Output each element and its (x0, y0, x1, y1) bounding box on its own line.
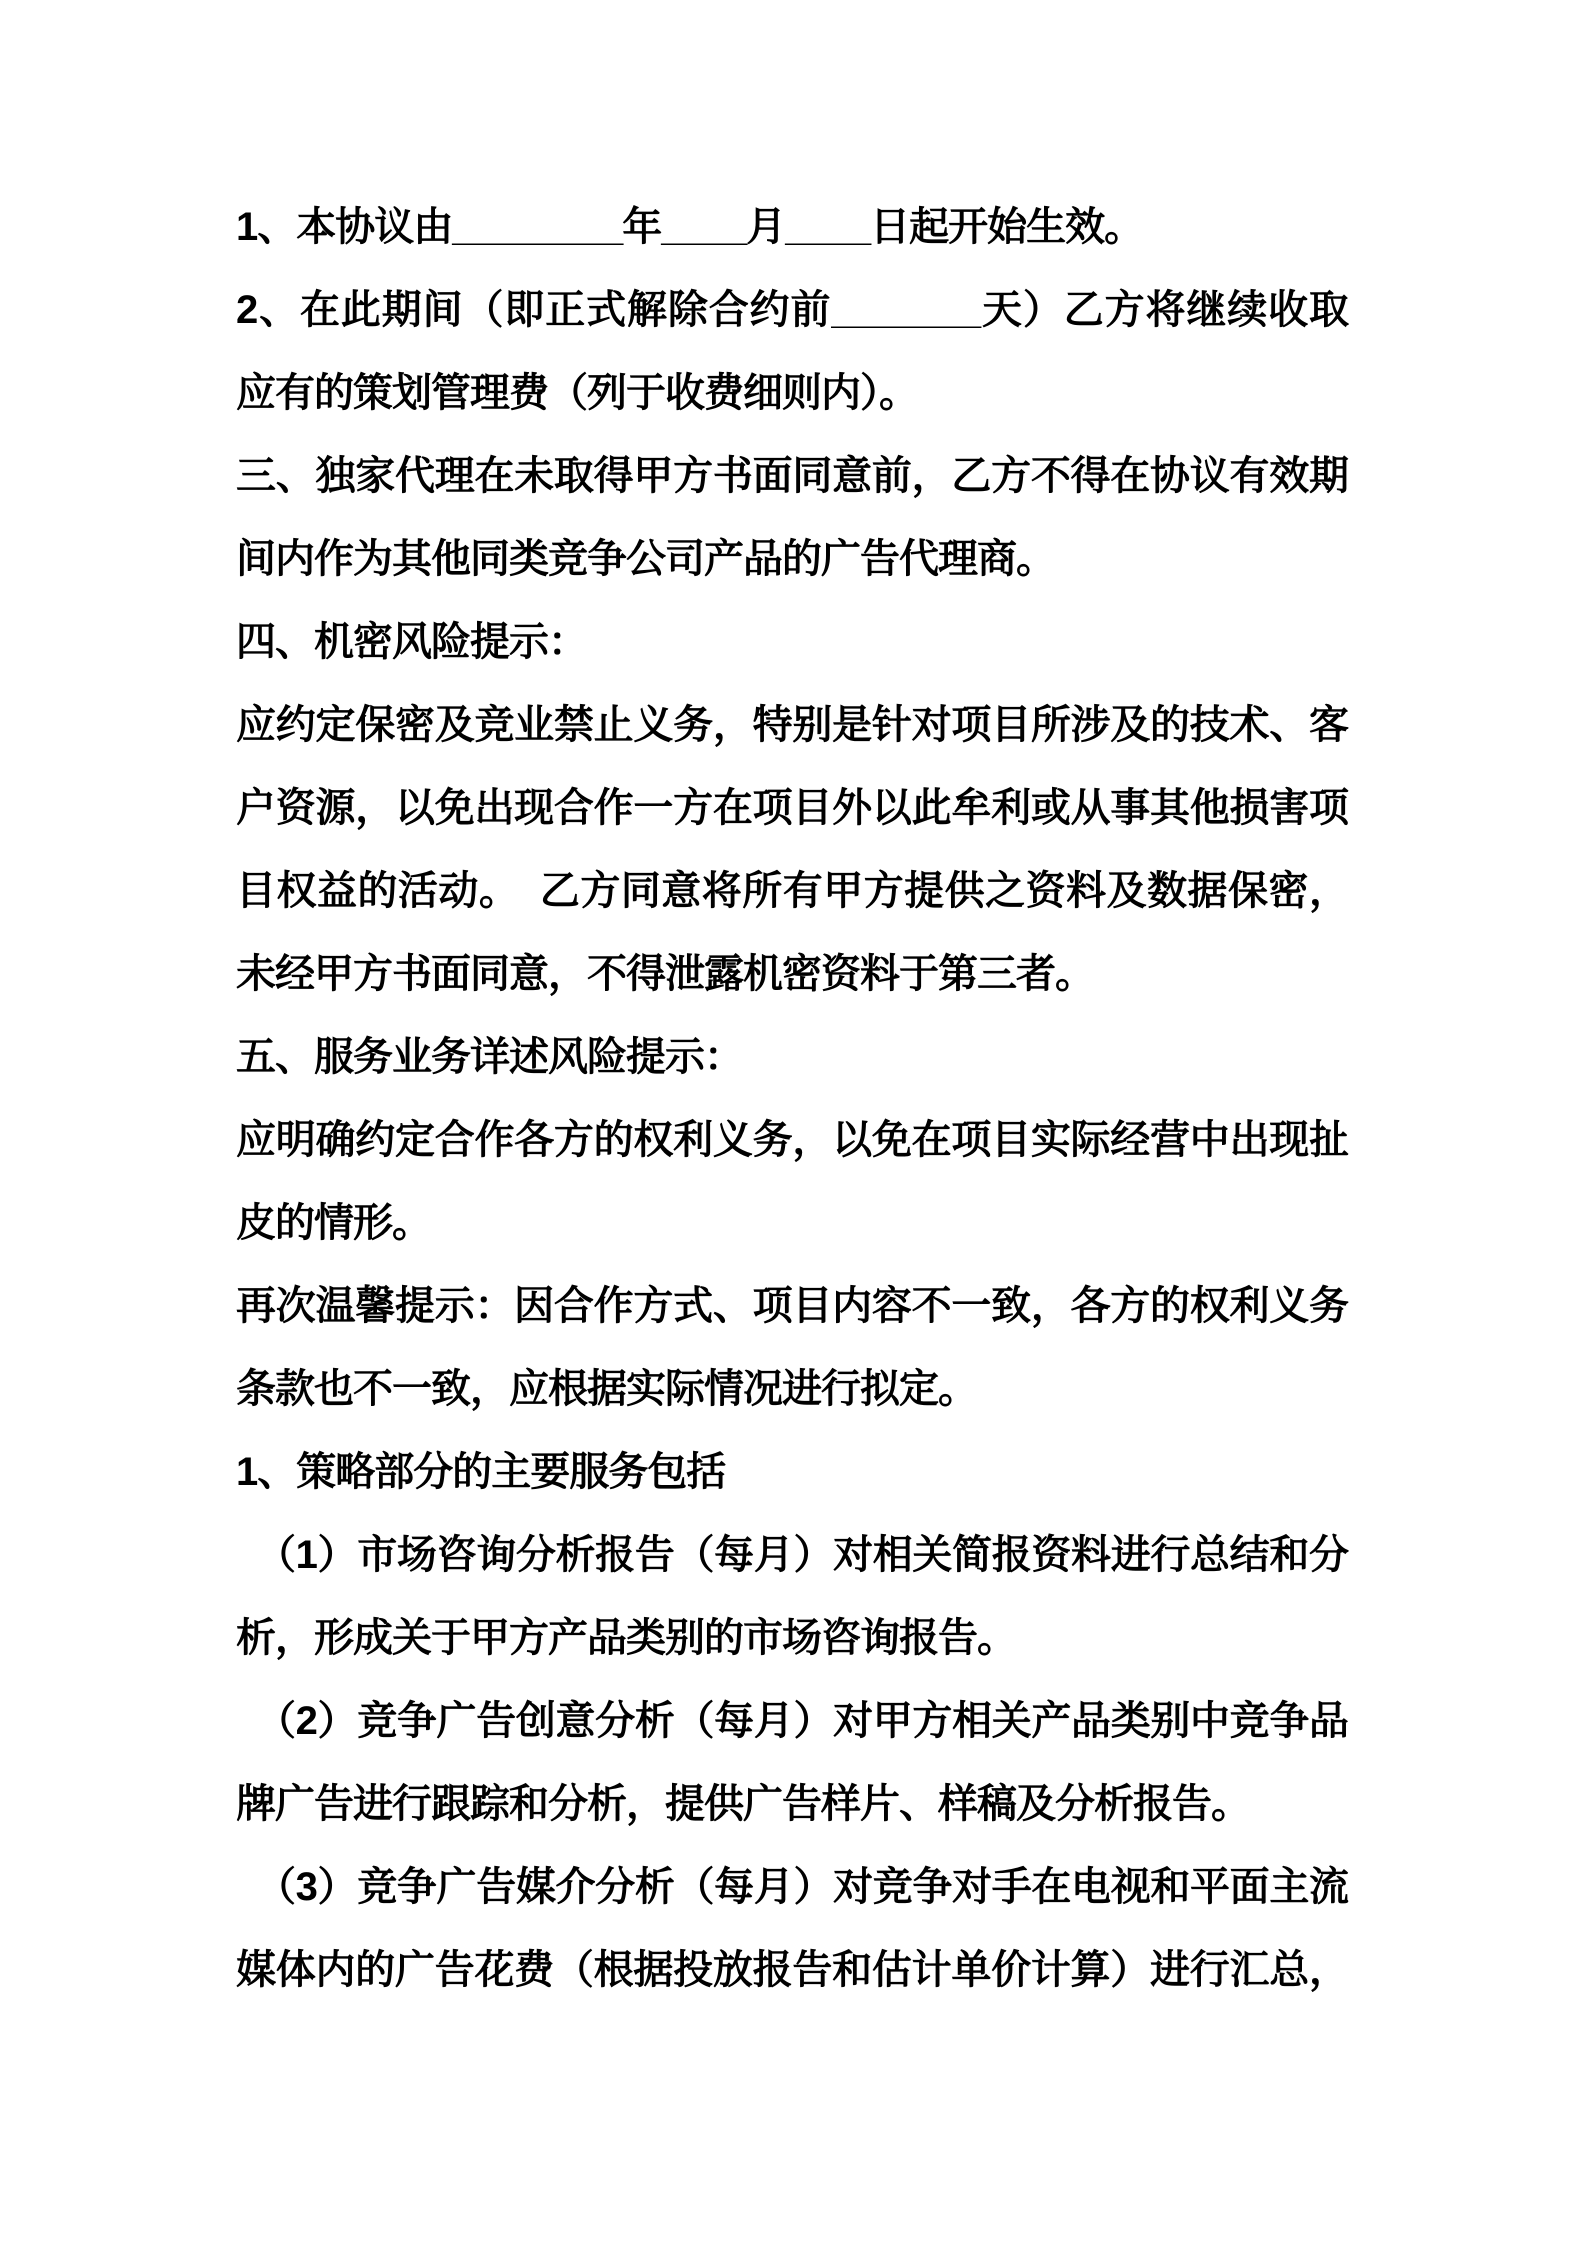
text-line: （3）竞争广告媒介分析（每月）对竞争对手在电视和平面主流 (256, 1865, 1348, 1909)
text-line: 应约定保密及竞业禁止义务，特别是针对项目所涉及的技术、客 (236, 703, 1348, 747)
text-line: 户资源，以免出现合作一方在项目外以此牟利或从事其他损害项 (236, 786, 1348, 830)
text-line: （1）市场咨询分析报告（每月）对相关简报资料进行总结和分 (256, 1533, 1348, 1577)
text-line: 2、在此期间（即正式解除合约前_______天）乙方将继续收取 (236, 288, 1348, 332)
text-line: 四、机密风险提示： (236, 620, 587, 664)
text-line: （2）竞争广告创意分析（每月）对甲方相关产品类别中竞争品 (256, 1699, 1348, 1743)
text-line: 三、独家代理在未取得甲方书面同意前，乙方不得在协议有效期 (236, 454, 1348, 498)
text-line: 间内作为其他同类竞争公司产品的广告代理商。 (236, 537, 1055, 581)
text-line: 条款也不一致，应根据实际情况进行拟定。 (236, 1367, 977, 1411)
text-line: 五、服务业务详述风险提示： (236, 1035, 743, 1079)
text-line: 牌广告进行跟踪和分析，提供广告样片、样稿及分析报告。 (236, 1782, 1250, 1826)
text-line: 1、本协议由________年____月____日起开始生效。 (236, 205, 1144, 249)
text-line: 应有的策划管理费（列于收费细则内）。 (236, 371, 918, 415)
document-body-text (236, 186, 1348, 2012)
text-line: 再次温馨提示：因合作方式、项目内容不一致，各方的权利义务 (236, 1284, 1348, 1328)
text-line: 媒体内的广告花费（根据投放报告和估计单价计算）进行汇总， (236, 1948, 1348, 1992)
text-line: 应明确约定合作各方的权利义务，以免在项目实际经营中出现扯 (236, 1118, 1348, 1162)
text-line: 未经甲方书面同意，不得泄露机密资料于第三者。 (236, 952, 1094, 996)
text-line: 1、策略部分的主要服务包括 (236, 1450, 726, 1494)
text-line: 析，形成关于甲方产品类别的市场咨询报告。 (236, 1616, 1016, 1660)
text-line: 皮的情形。 (236, 1201, 431, 1245)
text-line: 目权益的活动。 乙方同意将所有甲方提供之资料及数据保密， (236, 869, 1348, 913)
